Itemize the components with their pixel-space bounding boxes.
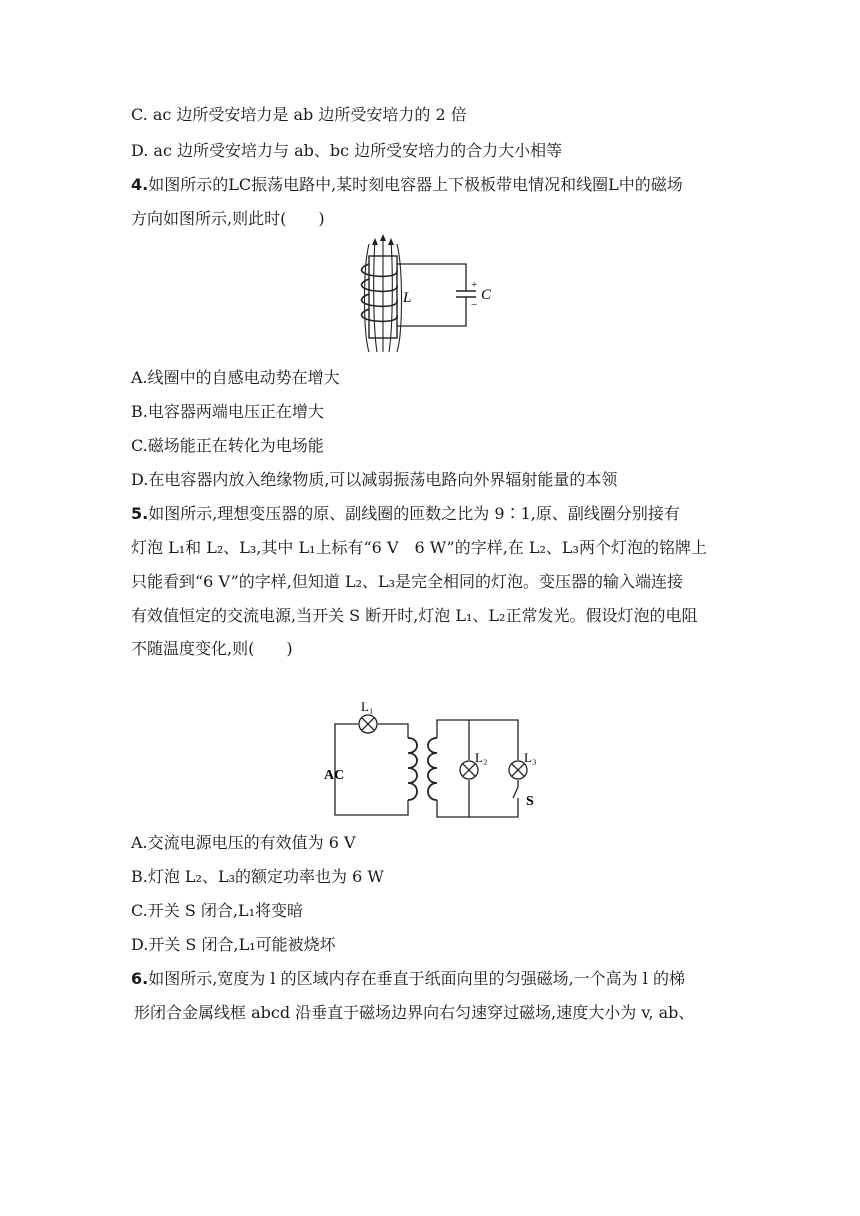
q5-stem-line-4: 有效值恒定的交流电源,当开关 S 断开时,灯泡 L₁、L₂正常发光。假设灯泡的电阻 xyxy=(131,606,698,625)
q5-option-a: A.交流电源电压的有效值为 6 V xyxy=(131,833,356,852)
ac-source-label: AC xyxy=(324,768,345,783)
q5-stem-line-3: 只能看到“6 V”的字样,但知道 L₂、L₃是完全相同的灯泡。变压器的输入端连接 xyxy=(131,572,684,591)
switch-label: S xyxy=(526,794,534,809)
lamp-l1-icon xyxy=(359,715,377,733)
q5-stem-line-5: 不随温度变化,则( ) xyxy=(131,639,293,658)
lc-circuit-figure xyxy=(355,232,505,357)
capacitor xyxy=(456,291,476,297)
q4-stem-text-1: 如图所示的LC振荡电路中,某时刻电容器上下极板带电情况和线圈L中的磁场 xyxy=(148,175,683,194)
primary-coil xyxy=(408,738,417,800)
q5-option-d: D.开关 S 闭合,L₁可能被烧坏 xyxy=(131,935,336,954)
q4-option-d: D.在电容器内放入绝缘物质,可以减弱振荡电路向外界辐射能量的本领 xyxy=(131,470,618,489)
q4-number: 4. xyxy=(131,175,149,194)
circuit-wires xyxy=(335,720,518,817)
q5-stem-line-2: 灯泡 L₁和 L₂、L₃,其中 L₁上标有“6 V 6 W”的字样,在 L₂、L₃两个灯泡的铭牌上 xyxy=(131,538,707,557)
q5-option-c: C.开关 S 闭合,L₁将变暗 xyxy=(131,901,304,920)
q4-option-c: C.磁场能正在转化为电场能 xyxy=(131,436,324,455)
lamp-l2-label: L₂ xyxy=(475,750,488,765)
q4-stem-line-1 xyxy=(131,173,683,197)
q5-number: 5. xyxy=(131,504,149,523)
q3-option-d: D. ac 边所受安培力与 ab、bc 边所受安培力的合力大小相等 xyxy=(131,141,563,160)
q4-stem-line-2: 方向如图所示,则此时( ) xyxy=(131,209,325,228)
q5-option-b: B.灯泡 L₂、L₃的额定功率也为 6 W xyxy=(131,867,384,886)
capacitor-label: C xyxy=(481,287,492,303)
magnetic-field-lines xyxy=(365,236,402,352)
q6-stem-line-2: 形闭合金属线框 abcd 沿垂直于磁场边界向右匀速穿过磁场,速度大小为 v, ab、 xyxy=(134,1003,695,1022)
plate-plus-sign: + xyxy=(471,279,478,291)
q5-stem-text-1: 如图所示,理想变压器的原、副线圈的匝数之比为 9∶1,原、副线圈分别接有 xyxy=(148,504,680,523)
lamp-l3-label: L₃ xyxy=(524,750,537,765)
q4-option-a: A.线圈中的自感电动势在增大 xyxy=(131,368,340,387)
q6-number: 6. xyxy=(131,969,149,988)
lamp-l1-label: L₁ xyxy=(361,699,374,714)
inductor-label: L xyxy=(403,290,412,306)
q6-stem-text-1: 如图所示,宽度为 l 的区域内存在垂直于纸面向里的匀强磁场,一个高为 l 的梯 xyxy=(148,969,685,988)
q6-stem-line-1 xyxy=(131,967,685,991)
plate-minus-sign: − xyxy=(471,299,478,311)
transformer-circuit-figure xyxy=(320,695,550,825)
secondary-coil xyxy=(428,738,437,800)
q4-option-b: B.电容器两端电压正在增大 xyxy=(131,402,324,421)
q3-option-c: C. ac 边所受安培力是 ab 边所受安培力的 2 倍 xyxy=(131,105,467,124)
q5-stem-line-1 xyxy=(131,502,680,526)
switch-s xyxy=(513,787,518,798)
